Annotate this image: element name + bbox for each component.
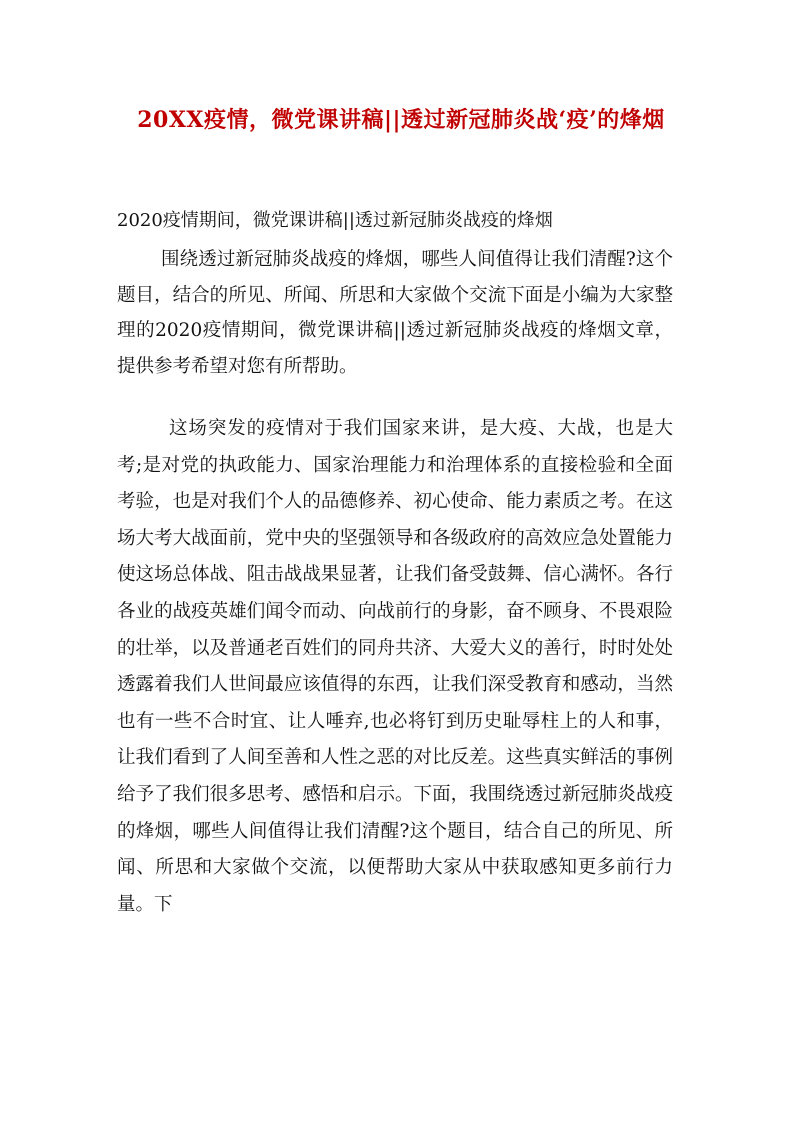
document-title: 20XX疫情，微党课讲稿||透过新冠肺炎战‘疫’的烽烟 xyxy=(137,107,665,133)
intro-paragraph: 围绕透过新冠肺炎战疫的烽烟，哪些人间值得让我们清醒?这个题目，结合的所见、所闻、所思和大家做个交流下面是小编为大家整理的2020疫情期间，微党课讲稿||透过新冠肺炎战疫的烽烟文章，提供参考希望对您有所帮助。 xyxy=(117,249,673,377)
body-paragraph: 这场突发的疫情对于我们国家来讲，是大疫、大战，也是大考;是对党的执政能力、国家治理能力和治理体系的直接检验和全面考验，也是对我们个人的品德修养、初心使命、能力素质之考。在这场大考大战面前，党中央的坚强领导和各级政府的高效应急处置能力使这场总体战、阻击战战果显著，让我们备受鼓舞、信心满怀。各行各业的战疫英雄们闻令而动、向战前行的身影，奋不顾身、不畏艰险的壮举，以及普通老百姓们的同舟共济、大爱大义的善行，时时处处透露着我们人世间最应该值得的东西，让我们深受教育和感动，当然也有一些不合时宜、让人唾弃,也必将钉到历史耻辱柱上的人和事，让我们看到了人间至善和人性之恶的对比反差。这些真实鲜活的事例给予了我们很多思考、感悟和启示。下面，我围绕透过新冠肺炎战疫的烽烟，哪些人间值得让我们清醒?这个题目，结合自己的所见、所闻、所思和大家做个交流，以便帮助大家从中获取感知更多前行力量。下 xyxy=(117,418,673,915)
document-subtitle: 2020疫情期间，微党课讲稿||透过新冠肺炎战疫的烽烟 xyxy=(117,210,553,231)
